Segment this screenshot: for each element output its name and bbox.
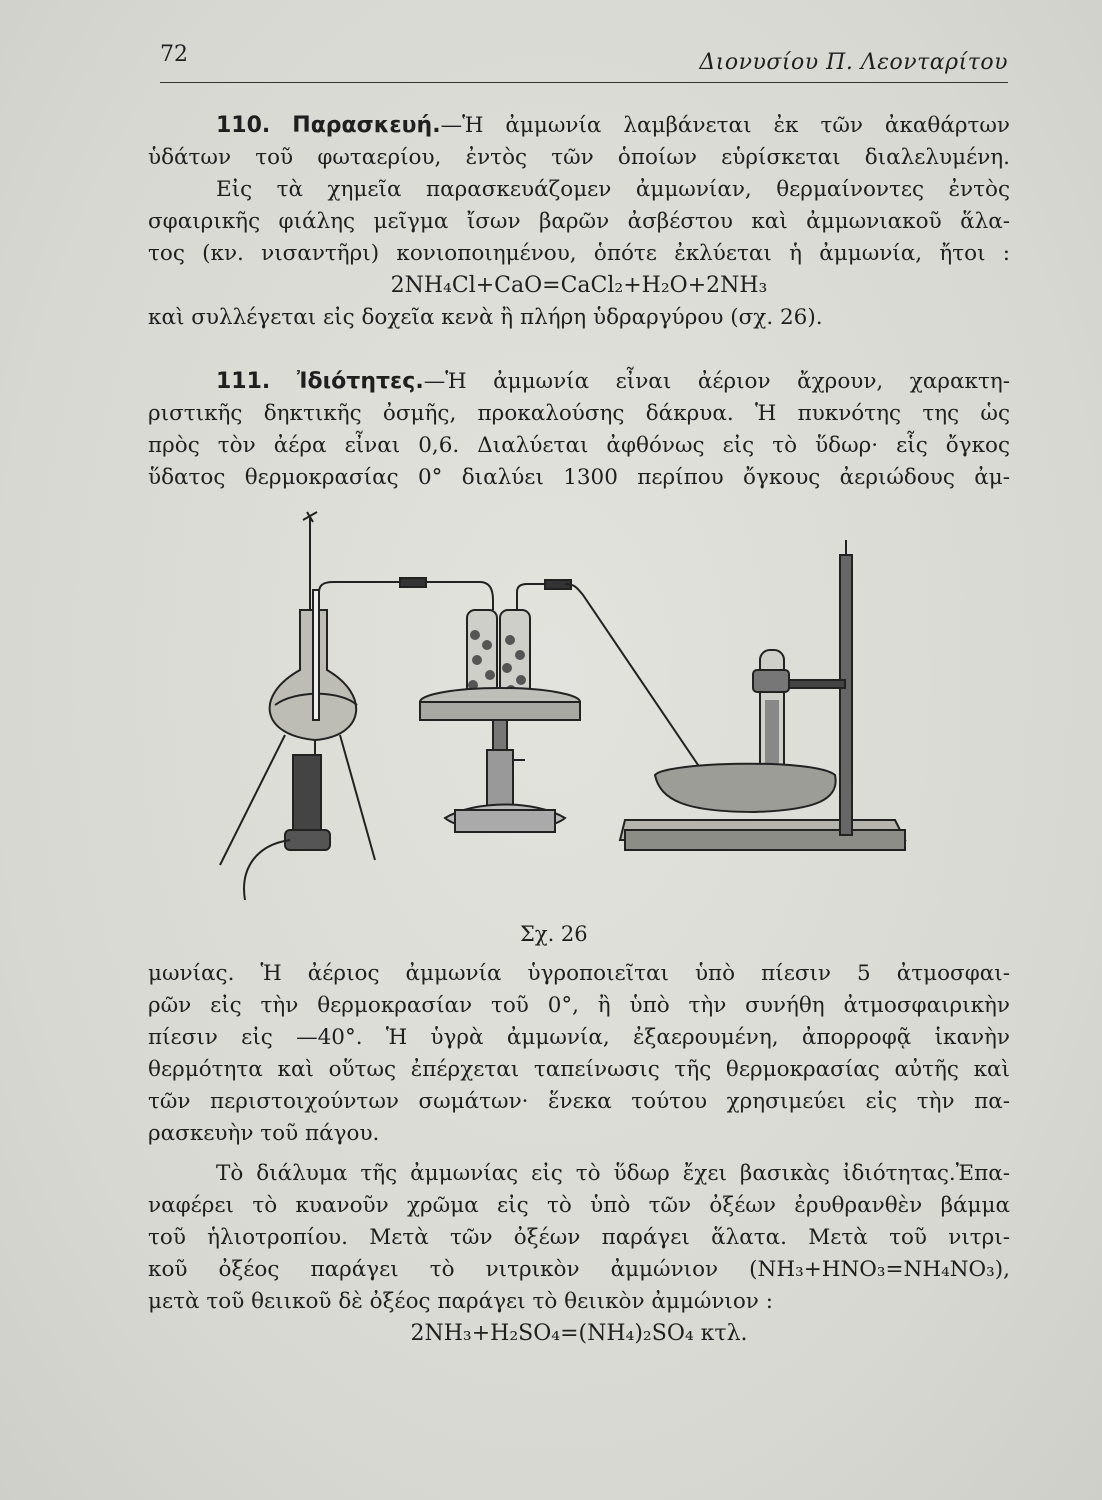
section-111-text-1: —Ἡ ἀμμωνία εἶναι ἀέριον ἄχρουν, χαρακτη- [423,369,1010,394]
continuation-line-5: τῶν περιστοιχούντων σωμάτων· ἕνεκα τούτου χρησιμεύει εἰς τὴν πα- [148,1089,1010,1114]
drying-tower [420,580,580,832]
paragraph-3-line-5: μετὰ τοῦ θειικοῦ δὲ ὀξέος παράγει τὸ θειικὸν ἀμμώνιον : [148,1289,773,1314]
flask-on-tripod [220,512,375,900]
section-110-line-2: ὑδάτων τοῦ φωταερίου, ἐντὸς τῶν ὁποίων εὑρίσκεται διαλελυμένη. [148,145,1010,170]
continuation-line-3: πίεσιν εἰς —40°. Ἡ ὑγρὰ ἀμμωνία, ἐξαερουμένη, ἀπορροφᾷ ἱκανὴν [148,1025,1010,1050]
section-110 [148,110,1010,334]
section-110-line-4: σφαιρικῆς φιάλης μεῖγμα ἴσων βαρῶν ἀσβέστου καὶ ἀμμωνιακοῦ ἅλα- [148,209,1010,234]
section-110-title: Παρασκευή. [292,113,441,138]
section-110-line-1 [148,110,1010,142]
section-111-line-4: ὕδατος θερμοκρασίας 0° διαλύει 1300 περίπου ὄγκους ἀεριώδους ἀμ- [148,465,1010,490]
continuation-paragraph [148,958,1010,1150]
continuation-line-2: ρῶν εἰς τὴν θερμοκρασίαν τοῦ 0°, ἢ ὑπὸ τὴν συνήθη ἀτμοσφαιρικὴν [148,993,1010,1018]
section-111-title: Ἰδιότητες. [296,369,424,394]
formula-ammonium-sulfate: 2NH₃+H₂SO₄=(NH₄)₂SO₄ κτλ. [410,1321,748,1346]
figure-ammonia-apparatus [215,500,1015,920]
paragraph-3-line-2: ναφέρει τὸ κυανοῦν χρῶμα εἰς τὸ ὑπὸ τῶν ὀξέων ἐρυθρανθὲν βάμμα [148,1193,1010,1218]
section-110-text-1: —Ἡ ἀμμωνία λαμβάνεται ἐκ τῶν ἀκαθάρτων [440,113,1010,138]
continuation-line-6: ρασκευὴν τοῦ πάγου. [148,1121,380,1146]
page-header [160,42,1008,83]
section-111-number: 111. [216,369,271,394]
figure-caption: Σχ. 26 [520,922,588,946]
formula-ammonia-preparation: 2NH₄Cl+CaO=CaCl₂+H₂O+2NH₃ [390,273,768,298]
section-111 [148,366,1010,494]
section-110-line-5: τος (κν. νισαντῆρι) κονιοποιημένου, ὁπότε ἐκλύεται ἡ ἀμμωνία, ἤτοι : [148,241,1010,266]
continuation-line-1: μωνίας. Ἡ ἀέριος ἀμμωνία ὑγροποιεῖται ὑπὸ πίεσιν 5 ἀτμοσφαι- [148,961,1010,986]
paragraph-3-line-4: κοῦ ὀξέος παράγει τὸ νιτρικὸν ἀμμώνιον (NH₃+HNO₃=NH₄NO₃), [148,1257,1010,1282]
paragraph-basic-properties [148,1158,1010,1350]
running-head: Διονυσίου Π. Λεονταρίτου [699,50,1008,75]
page-number: 72 [160,42,188,67]
section-110-line-3: Εἰς τὰ χημεῖα παρασκευάζομεν ἀμμωνίαν, θερμαίνοντες ἐντὸς [216,177,1010,202]
section-111-line-3: πρὸς τὸν ἀέρα εἶναι 0,6. Διαλύεται ἀφθόνως εἰς τὸ ὕδωρ· εἷς ὄγκος [148,433,1010,458]
section-110-line-6: καὶ συλλέγεται εἰς δοχεῖα κενὰ ἢ πλήρη ὑδραργύρου (σχ. 26). [148,305,823,330]
section-110-number: 110. [216,113,271,138]
section-111-line-2: ριστικῆς δηκτικῆς ὀσμῆς, προκαλούσης δάκρυα. Ἡ πυκνότης της ὡς [148,401,1010,426]
paragraph-3-line-1: Τὸ διάλυμα τῆς ἀμμωνίας εἰς τὸ ὕδωρ ἔχει βασικὰς ἰδιότητας.Ἐπα- [216,1161,1010,1186]
paragraph-3-line-3: τοῦ ἡλιοτροπίου. Μετὰ τῶν ὀξέων παράγει ἅλατα. Μετὰ τοῦ νιτρι- [148,1225,1010,1250]
section-111-line-1 [148,366,1010,398]
pneumatic-trough [620,540,905,850]
continuation-line-4: θερμότητα καὶ οὕτως ἐπέρχεται ταπείνωσις τῆς θερμοκρασίας αὐτῆς καὶ [148,1057,1010,1082]
